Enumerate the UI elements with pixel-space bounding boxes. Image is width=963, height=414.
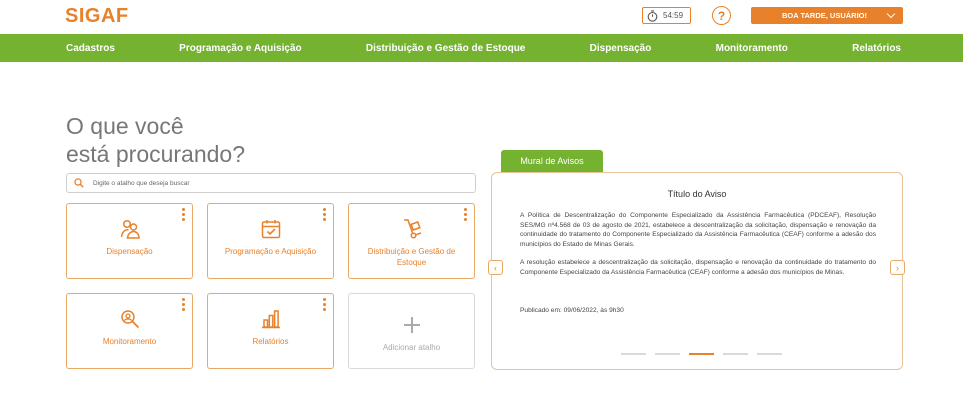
shortcut-label: Relatórios <box>252 337 289 346</box>
mural-tab[interactable]: Mural de Avisos <box>501 150 603 172</box>
notice-paragraph-2: A resolução estabelece a descentralização da solicitação, dispensação e renovação da continuidade do tratamento do Componente Especializado da Assistência Farmacêutica (CEAF) conforme a adesão dos municípios de Minas. <box>520 259 876 276</box>
search-box[interactable] <box>66 173 476 193</box>
carousel-dot[interactable] <box>689 353 714 355</box>
plus-icon <box>401 314 423 336</box>
session-timer <box>642 7 691 24</box>
shortcut-label: Monitoramento <box>102 337 157 346</box>
carousel-dot[interactable] <box>655 353 680 355</box>
carousel-dot[interactable] <box>723 353 748 355</box>
nav-item-programacao[interactable]: Programação e Aquisição <box>179 42 302 54</box>
header <box>0 0 963 34</box>
calendar-check-icon <box>260 218 282 240</box>
carousel-dot[interactable] <box>757 353 782 355</box>
notice-published-date: Publicado em: 09/06/2022, às 9h30 <box>520 307 624 314</box>
hand-truck-icon <box>401 218 423 240</box>
shortcut-card-programacao[interactable] <box>207 203 334 279</box>
add-shortcut-card[interactable] <box>348 293 475 369</box>
nav-item-distribuicao[interactable]: Distribuição e Gestão de Estoque <box>365 42 526 54</box>
notice-paragraph-1: A Política de Descentralização do Componente Especializado da Assistência Farmacêutica (PDCEAF), Resolução SES/MG nº4.568 de 03 de agosto de 2021, estabelece a descentralização da solicitação, dispensação e renovação da continuidade do tratamento do Componente Especializado da Assistência Farmacêutica (CEAF) conforme a adesão dos municípios do Estado de Minas Gerais. <box>520 212 876 248</box>
shortcut-card-dispensacao[interactable] <box>66 203 193 279</box>
kebab-menu-icon[interactable] <box>182 208 186 221</box>
carousel-pagination <box>621 353 782 355</box>
app-logo[interactable]: SIGAF <box>65 5 129 27</box>
kebab-menu-icon[interactable] <box>323 298 327 311</box>
stopwatch-icon <box>647 10 658 22</box>
notice-board <box>491 172 903 370</box>
kebab-menu-icon[interactable] <box>182 298 186 311</box>
shortcut-label: Adicionar atalho <box>382 343 441 352</box>
shortcut-label: Dispensação <box>106 247 153 256</box>
shortcut-card-distribuicao[interactable] <box>348 203 475 279</box>
search-input[interactable] <box>93 180 463 187</box>
people-icon <box>119 218 141 240</box>
magnifier-icon <box>119 308 141 330</box>
nav-item-cadastros[interactable]: Cadastros <box>66 42 115 54</box>
main-nav <box>0 34 963 62</box>
user-greeting: BOA TARDE, USUÁRIO! <box>782 11 867 20</box>
search-heading <box>66 112 245 168</box>
timer-text: 54:59 <box>663 11 684 20</box>
kebab-menu-icon[interactable] <box>464 208 468 221</box>
chevron-down-icon <box>887 10 895 18</box>
chevron-right-icon[interactable]: › <box>890 260 905 275</box>
user-menu-button[interactable] <box>751 7 903 24</box>
nav-item-relatorios[interactable]: Relatórios <box>852 42 901 54</box>
notice-title: Título do Aviso <box>667 189 727 199</box>
carousel-dot[interactable] <box>621 353 646 355</box>
question-circle-icon[interactable]: ? <box>712 6 731 25</box>
shortcut-card-relatorios[interactable] <box>207 293 334 369</box>
shortcut-label: Distribuição e Gestão de Estoque <box>367 247 456 267</box>
nav-item-dispensacao[interactable]: Dispensação <box>589 42 652 54</box>
search-heading-line1: O que você <box>66 113 184 139</box>
chevron-left-icon[interactable]: ‹ <box>488 260 503 275</box>
kebab-menu-icon[interactable] <box>323 208 327 221</box>
search-icon <box>74 178 84 188</box>
shortcut-card-monitoramento[interactable] <box>66 293 193 369</box>
search-heading-line2: está procurando? <box>66 141 246 167</box>
notice-body <box>520 211 876 286</box>
nav-item-monitoramento[interactable]: Monitoramento <box>715 42 788 54</box>
bar-chart-icon <box>260 308 282 330</box>
shortcut-label: Programação e Aquisição <box>224 247 317 256</box>
